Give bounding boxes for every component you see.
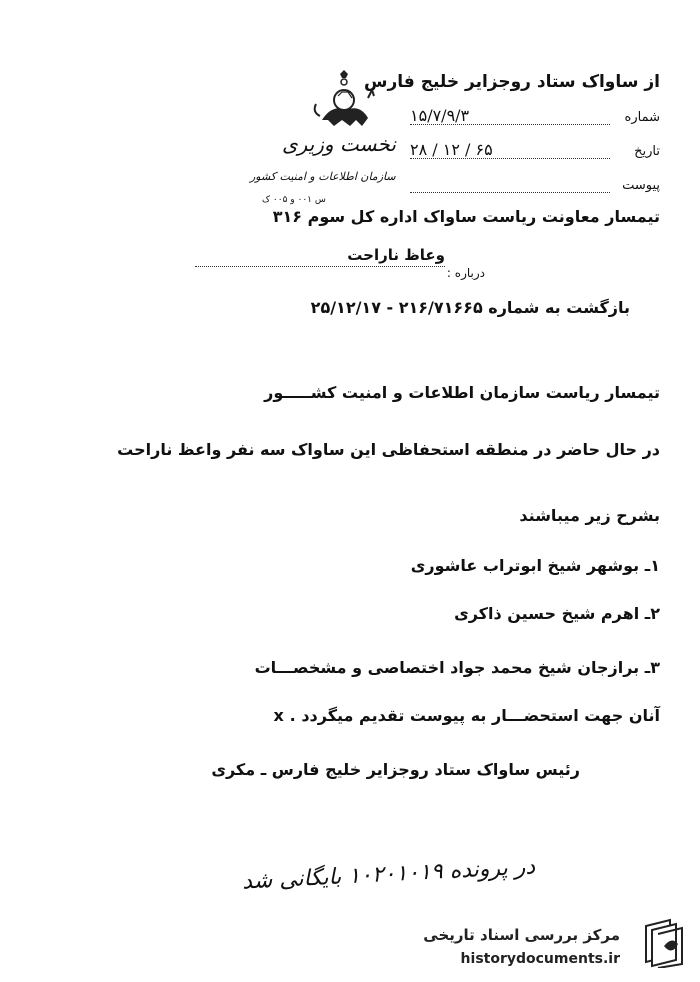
lion-and-sun-emblem-icon (302, 68, 392, 138)
body-line-3: بشرح زیر میباشند (519, 506, 660, 525)
attachment-value (410, 174, 610, 193)
number-label: شماره (624, 110, 660, 125)
organization-code: س ۰۰۱ و ۰۰۵ ک (262, 195, 326, 205)
signature-line: رئیس ساواک ستاد روجزایر خلیج فارس ـ مکری (211, 760, 580, 779)
list-item-1: ۱ـ بوشهر شیخ ابوتراب عاشوری (410, 556, 660, 575)
body-line-2: در حال حاضر در منطقه استحفاظی این ساواک سه نفر واعظ ناراحت (117, 440, 660, 459)
subject-label: درباره : (446, 266, 485, 280)
list-item-3: ۳ـ برازجان شیخ محمد جواد اختصاصی و مشخصـــات (254, 658, 660, 677)
handwritten-note: در پرونده ۱۰۲۰۱۰۱۹ بایگانی شد (241, 854, 536, 895)
subject-value: وعاظ ناراحت (195, 246, 445, 267)
organization-name: سازمان اطلاعات و امنیت کشور (250, 170, 396, 183)
date-label: تاریخ (634, 144, 660, 159)
number-value: ۱۵/۷/۹/۳ (410, 106, 610, 125)
addressee-line: تیمسار معاونت ریاست ساواک اداره کل سوم ۳۱۶ (272, 207, 660, 226)
watermark-title: مرکز بررسی اسناد تاریخی (423, 926, 620, 944)
body-line-7: آنان جهت استحضـــار به پیوست تقدیم میگردد . x (273, 706, 660, 725)
body-line-1: تیمسار ریاست سازمان اطلاعات و امنیت کشـــــور (264, 383, 660, 402)
date-row (410, 140, 660, 159)
sender-line: از ساواک ستاد روجزایر خلیج فارس (364, 72, 660, 92)
reference-line: بازگشت به شماره ۲۱۶/۷۱۶۶۵ - ۲۵/۱۲/۱۷ (310, 298, 630, 317)
archive-logo-icon (640, 916, 688, 968)
attachment-row (410, 174, 660, 193)
watermark-url: historydocuments.ir (460, 951, 620, 967)
ministry-name: نخست وزیری (282, 132, 396, 156)
list-item-2: ۲ـ اهرم شیخ حسین ذاکری (454, 604, 660, 623)
attachment-label: پیوست (622, 178, 660, 193)
number-row (410, 106, 660, 125)
date-value: ۲۸ / ۱۲ / ۶۵ (410, 140, 610, 159)
